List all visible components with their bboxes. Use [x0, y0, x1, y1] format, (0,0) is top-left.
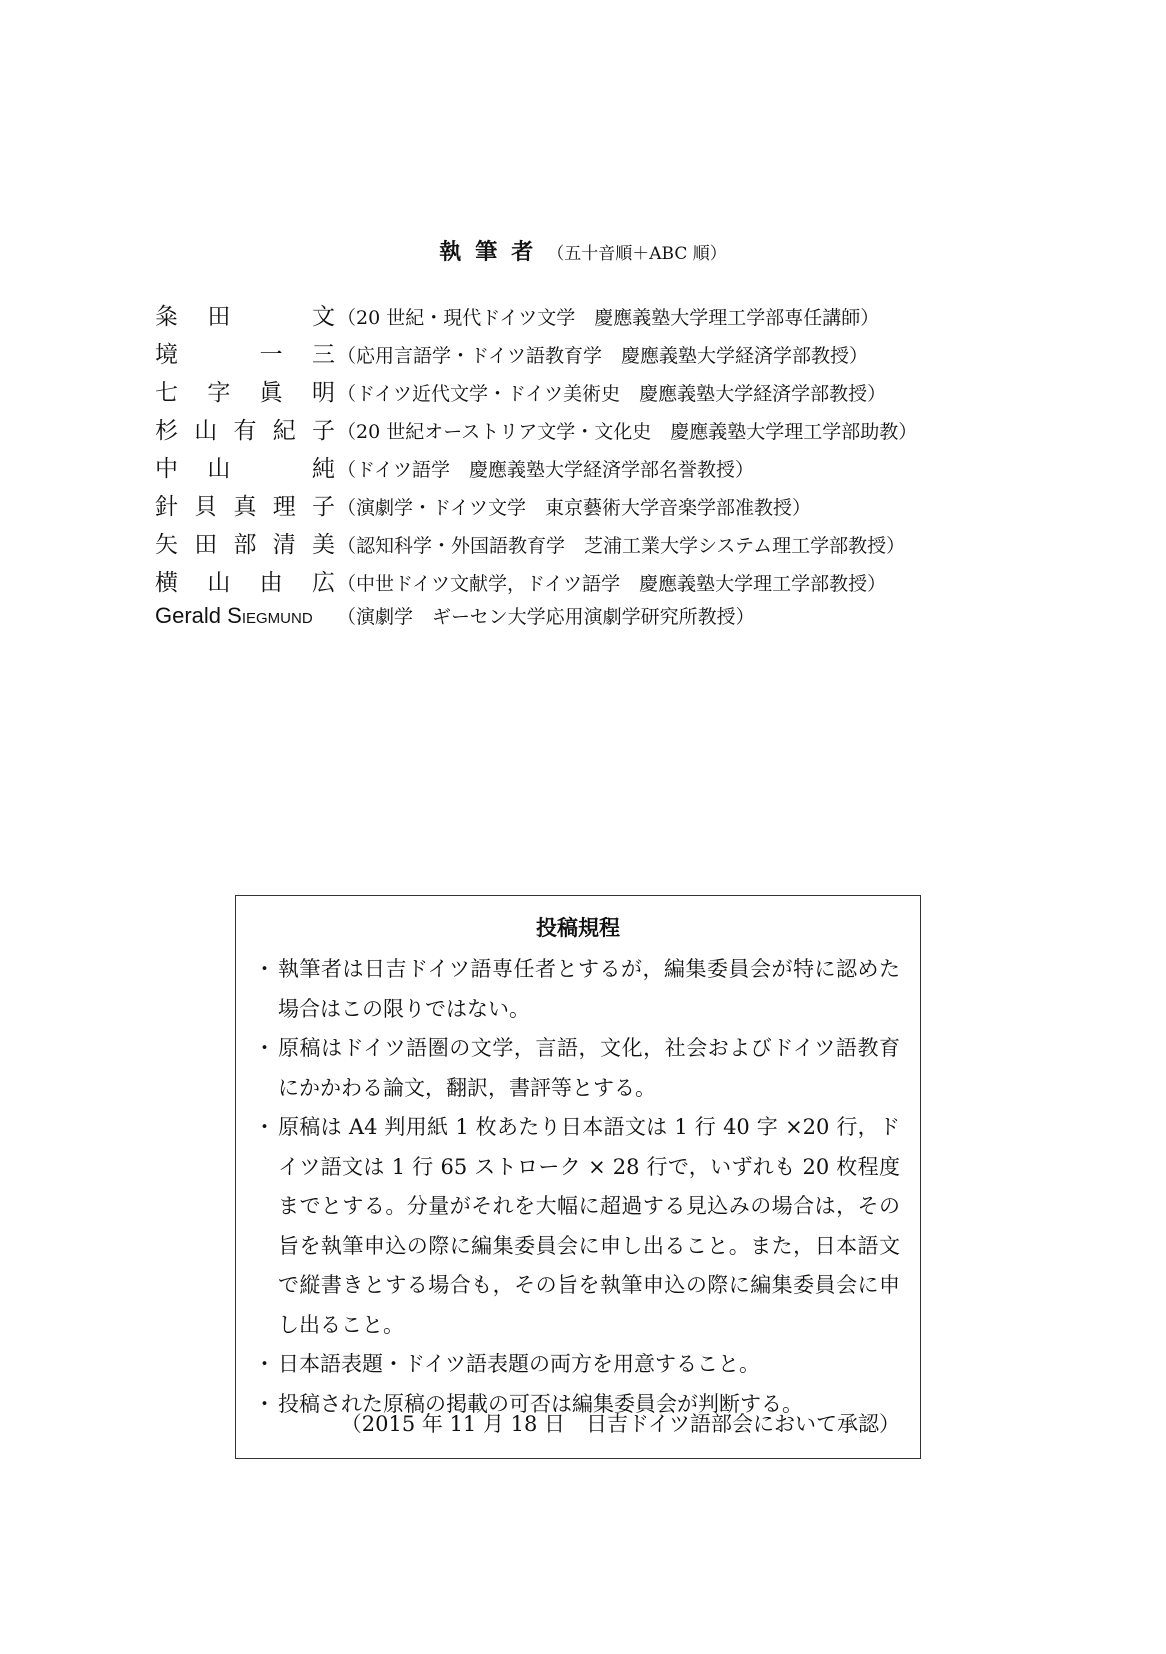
- author-affiliation: （20 世紀オーストリア文学・文化史 慶應義塾大学理工学部助教）: [337, 421, 918, 443]
- contributors-heading: [0, 235, 1166, 266]
- author-row: [155, 526, 917, 564]
- author-family-name: Siegmund: [227, 603, 313, 628]
- author-row: [155, 412, 917, 450]
- author-affiliation: （ドイツ近代文学・ドイツ美術史 慶應義塾大学経済学部教授）: [337, 383, 887, 405]
- submission-rules-list: [260, 950, 900, 1424]
- author-name: 矢田部清美: [155, 532, 335, 558]
- rule-item: ・ 投稿された原稿の掲載の可否は編集委員会が判断する。: [260, 1385, 900, 1425]
- author-name: 七字眞明: [155, 380, 335, 406]
- author-row: [155, 564, 917, 602]
- author-affiliation: （演劇学・ドイツ文学 東京藝術大学音楽学部准教授）: [337, 497, 812, 519]
- author-list: [155, 298, 917, 640]
- author-affiliation: （応用言語学・ドイツ語教育学 慶應義塾大学経済学部教授）: [337, 345, 869, 367]
- author-name: 横山由広: [155, 570, 335, 596]
- author-row: [155, 450, 917, 488]
- contributors-order-note: （五十音順＋ABC 順）: [547, 244, 727, 264]
- author-name: 中山 純: [155, 456, 335, 482]
- author-row: [155, 374, 917, 412]
- submission-rules-title: 投稿規程: [536, 916, 620, 940]
- submission-rules-box: [235, 895, 921, 1459]
- author-row: [155, 298, 917, 336]
- author-affiliation: （20 世紀・現代ドイツ文学 慶應義塾大学理工学部専任講師）: [337, 307, 880, 329]
- author-row: [155, 336, 917, 374]
- rules-approval-note: （2015 年 11 月 18 日 日吉ドイツ語部会において承認）: [340, 1412, 900, 1436]
- author-name-latin: [155, 603, 337, 629]
- rule-item: ・ 原稿はドイツ語圏の文学，言語，文化，社会およびドイツ語教育にかかわる論文，翻訳，書評等とする。: [260, 1029, 900, 1108]
- contributors-title: 執筆者: [439, 240, 548, 265]
- author-affiliation: （中世ドイツ文献学，ドイツ語学 慶應義塾大学理工学部教授）: [337, 573, 887, 595]
- author-name: 杉山有紀子: [155, 418, 335, 444]
- rule-item: ・ 執筆者は日吉ドイツ語専任者とするが，編集委員会が特に認めた場合はこの限りではない。: [260, 950, 900, 1029]
- rule-item: ・ 原稿は A4 判用紙 1 枚あたり日本語文は 1 行 40 字 ×20 行，ドイツ語文は 1 行 65 ストローク × 28 行で，いずれも 20 枚程度までとする。分量がそれを大幅に超過する見込みの場合は，その旨を執筆申込の際に編集委員会に申し出ること。また，日本語文で縦書きとする場合も，その旨を執筆申込の際に編集委員会に申し出ること。: [260, 1108, 900, 1345]
- author-name: 境 一三: [155, 342, 335, 368]
- author-given-name: Gerald: [155, 603, 222, 628]
- rule-item: ・ 日本語表題・ドイツ語表題の両方を用意すること。: [260, 1345, 900, 1385]
- author-affiliation: （ドイツ語学 慶應義塾大学経済学部名誉教授）: [337, 459, 755, 481]
- author-row-latin: [155, 602, 917, 640]
- author-affiliation: （演劇学 ギーセン大学応用演劇学研究所教授）: [337, 606, 755, 628]
- author-name: 針貝真理子: [155, 494, 335, 520]
- author-row: [155, 488, 917, 526]
- author-affiliation: （認知科学・外国語教育学 芝浦工業大学システム理工学部教授）: [337, 535, 906, 557]
- author-name: 粂田 文: [155, 304, 335, 330]
